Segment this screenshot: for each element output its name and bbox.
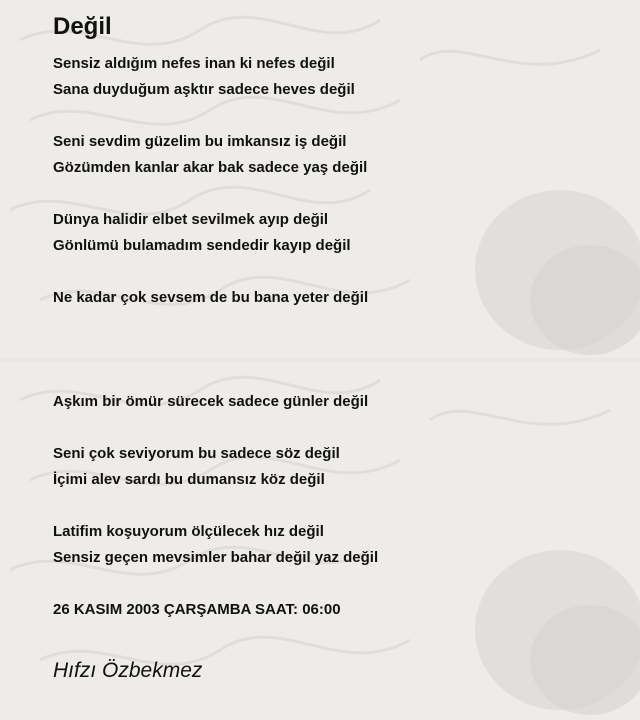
stanza-6 bbox=[53, 441, 613, 493]
author-name: Hıfzı Özbekmez bbox=[53, 659, 203, 682]
date-line: 26 KASIM 2003 ÇARŞAMBA SAAT: 06:00 bbox=[53, 601, 341, 618]
stanza-2 bbox=[53, 129, 613, 181]
poem-line: Dünya halidir elbet sevilmek ayıp değil bbox=[53, 211, 329, 228]
poem-line: Gönlümü bulamadım sendedir kayıp değil bbox=[53, 237, 351, 254]
poem-title: Değil bbox=[53, 13, 112, 40]
poem-line: İçimi alev sardı bu dumansız köz değil bbox=[53, 471, 325, 488]
poem-line: Sana duyduğum aşktır sadece heves değil bbox=[53, 81, 355, 98]
stanza-4 bbox=[53, 285, 613, 311]
stanza-5 bbox=[53, 389, 613, 415]
poem-line: Seni çok seviyorum bu sadece söz değil bbox=[53, 445, 340, 462]
stanza-3 bbox=[53, 207, 613, 259]
stanza-7 bbox=[53, 519, 613, 571]
poem-line: Aşkım bir ömür sürecek sadece günler değil bbox=[53, 393, 369, 410]
poem-line: Latifim koşuyorum ölçülecek hız değil bbox=[53, 523, 324, 540]
poem-line: Seni sevdim güzelim bu imkansız iş değil bbox=[53, 133, 347, 150]
poem-line: Gözümden kanlar akar bak sadece yaş değil bbox=[53, 159, 368, 176]
stanza-1 bbox=[53, 51, 613, 103]
poem-line: Ne kadar çok sevsem de bu bana yeter değil bbox=[53, 289, 369, 306]
poem-body bbox=[53, 51, 613, 623]
poem-line: Sensiz geçen mevsimler bahar değil yaz değil bbox=[53, 549, 379, 566]
poem-line: Sensiz aldığım nefes inan ki nefes değil bbox=[53, 55, 335, 72]
